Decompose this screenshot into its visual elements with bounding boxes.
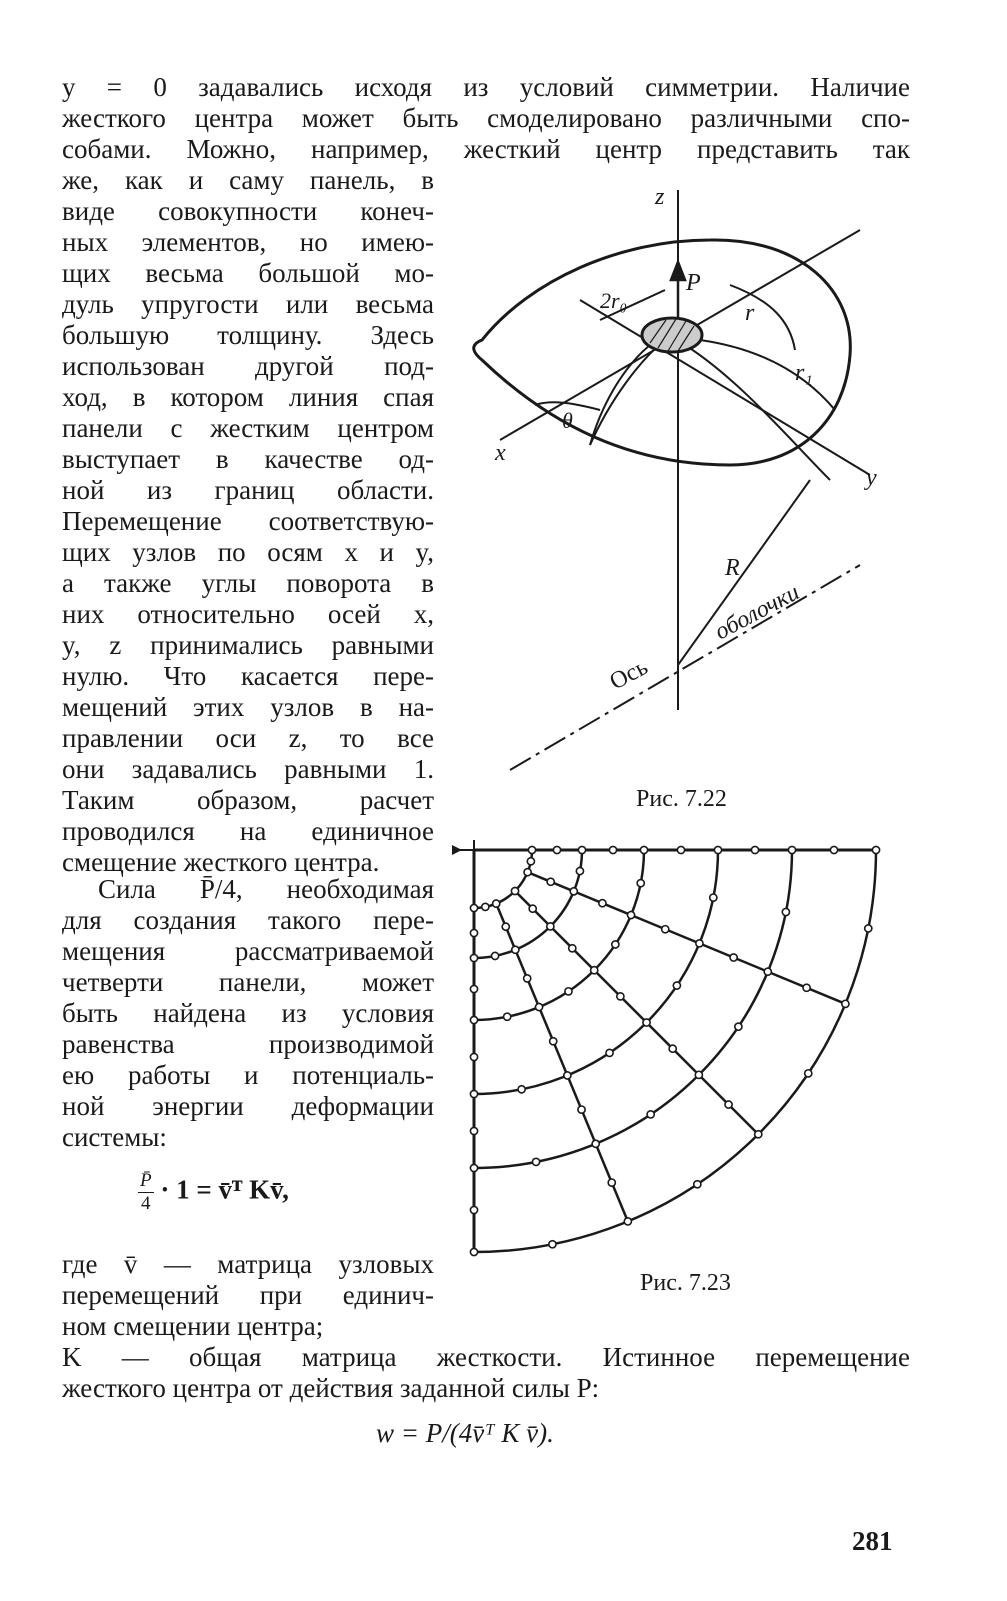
mesh-node bbox=[470, 1016, 477, 1023]
text-line: виде совокупности конеч- bbox=[62, 196, 434, 226]
text-line: жесткого центра может быть смоделировано различными спо- bbox=[62, 103, 910, 133]
fraction-numerator: P̄ bbox=[140, 1170, 152, 1191]
text-line: щих узлов по осям x и y, bbox=[62, 537, 434, 567]
label-theta: θ bbox=[562, 408, 573, 433]
mesh-node bbox=[482, 903, 489, 910]
mesh-node bbox=[606, 1049, 613, 1056]
mesh-node bbox=[751, 846, 758, 853]
text-line: большую толщину. Здесь bbox=[62, 320, 434, 350]
formula-rest: · 1 = v̄ᵀ Kv̄, bbox=[160, 1174, 289, 1205]
text-line: жесткого центра от действия заданной силы P: bbox=[62, 1373, 600, 1403]
mesh-node bbox=[549, 1241, 556, 1248]
text-line: дуль упругости или весьма bbox=[62, 289, 434, 319]
mesh-node bbox=[565, 988, 572, 995]
label-axis-2: оболочки bbox=[710, 579, 804, 646]
fraction-denominator: 4 bbox=[141, 1193, 151, 1214]
page-number: 281 bbox=[852, 1526, 893, 1556]
label-r: r bbox=[745, 300, 755, 326]
where-paragraph bbox=[62, 1249, 434, 1342]
force-arrow-head bbox=[671, 262, 685, 280]
label-2r0: 2r₀ bbox=[600, 288, 628, 313]
text-line: собами. Можно, например, жесткий центр представить так bbox=[62, 134, 910, 164]
mesh-node bbox=[569, 945, 576, 952]
mesh-node bbox=[470, 904, 477, 911]
mesh-node bbox=[578, 1106, 585, 1113]
text-line: проводился на единичное bbox=[62, 816, 434, 846]
mesh-node bbox=[725, 1101, 732, 1108]
meridian bbox=[590, 340, 665, 445]
mesh-node bbox=[470, 929, 477, 936]
load-marker-head bbox=[452, 845, 462, 855]
mesh-node bbox=[491, 952, 498, 959]
meridian bbox=[700, 340, 835, 410]
radius-line bbox=[678, 480, 810, 665]
text-line: Сила P̄/4, необходимая bbox=[98, 874, 434, 904]
text-line: мещений этих узлов в на- bbox=[62, 692, 434, 722]
label-R: R bbox=[725, 555, 740, 581]
mesh-node bbox=[782, 908, 789, 915]
mesh-node bbox=[470, 1127, 477, 1134]
mesh-node bbox=[524, 975, 531, 982]
mesh-node bbox=[511, 887, 518, 894]
mesh-node bbox=[502, 923, 509, 930]
mesh-node bbox=[564, 1072, 571, 1079]
opening-paragraph bbox=[62, 72, 910, 165]
mesh-node bbox=[842, 1000, 849, 1007]
mesh-node bbox=[647, 1111, 654, 1118]
mesh-node bbox=[547, 923, 554, 930]
text-line: выступает в качестве од- bbox=[62, 444, 434, 474]
text-line: быть найдена из условия bbox=[62, 998, 434, 1028]
text-line: а также углы поворота в bbox=[62, 568, 434, 598]
figure-7-22-caption: Рис. 7.22 bbox=[636, 786, 727, 812]
mesh-node bbox=[504, 1013, 511, 1020]
mesh-node bbox=[576, 867, 583, 874]
mesh-node bbox=[535, 1003, 542, 1010]
text-line: нулю. Что касается пере- bbox=[62, 661, 434, 691]
mesh-node bbox=[553, 846, 560, 853]
text-line: ных элементов, но имею- bbox=[62, 227, 434, 257]
mesh-node bbox=[591, 967, 598, 974]
column-paragraph bbox=[62, 165, 434, 878]
mesh-node bbox=[755, 1131, 762, 1138]
mesh-node bbox=[803, 984, 810, 991]
mesh-node bbox=[627, 911, 634, 918]
mesh-node bbox=[470, 1053, 477, 1060]
mesh-node bbox=[470, 1206, 477, 1213]
rigid-center bbox=[642, 318, 702, 352]
mesh-node bbox=[512, 946, 519, 953]
closing-paragraph bbox=[62, 1342, 910, 1404]
text-line: системы: bbox=[62, 1122, 167, 1152]
mesh-node bbox=[470, 1248, 477, 1255]
mesh-node bbox=[527, 858, 534, 865]
mesh-node bbox=[608, 1179, 615, 1186]
mesh-node bbox=[695, 1071, 702, 1078]
text-line: K — общая матрица жесткости. Истинное перемещение bbox=[62, 1342, 910, 1372]
text-line: ею работы и потенциаль- bbox=[62, 1060, 434, 1090]
text-line: Таким образом, расчет bbox=[62, 785, 434, 815]
mesh-node bbox=[493, 900, 500, 907]
mesh-node bbox=[805, 1070, 812, 1077]
mesh-node bbox=[617, 993, 624, 1000]
text-line: использован другой под- bbox=[62, 351, 434, 381]
figure-7-23 bbox=[448, 832, 888, 1264]
mesh-node bbox=[735, 1023, 742, 1030]
mesh-node bbox=[673, 982, 680, 989]
label-r1: r₁ bbox=[795, 360, 813, 386]
mesh-node bbox=[788, 846, 795, 853]
text-line: четверти панели, может bbox=[62, 967, 434, 997]
mesh-node bbox=[612, 941, 619, 948]
text-line: панели с жестким центром bbox=[62, 413, 434, 443]
shell-axis bbox=[510, 565, 860, 770]
figure-7-23-caption: Рис. 7.23 bbox=[640, 1270, 731, 1296]
text-line: ход, в котором линия спая bbox=[62, 382, 434, 412]
mesh-node bbox=[764, 968, 771, 975]
mesh-node bbox=[872, 846, 879, 853]
mesh-node bbox=[578, 846, 585, 853]
mesh-node bbox=[662, 926, 669, 933]
text-line: правлении оси z, то все bbox=[62, 723, 434, 753]
text-line: смещение жесткого центра. bbox=[62, 847, 380, 877]
text-line: мещения рассматриваемой bbox=[62, 936, 434, 966]
mesh-node bbox=[643, 1019, 650, 1026]
mesh-node bbox=[669, 1045, 676, 1052]
label-y: y bbox=[866, 465, 877, 491]
text-line: них относительно осей x, bbox=[62, 599, 434, 629]
text-line: ном смещении центра; bbox=[62, 1311, 324, 1341]
text-line: у = 0 задавались исходя из условий симметрии. Наличие bbox=[62, 72, 910, 102]
text-line: перемещений при единич- bbox=[62, 1280, 434, 1310]
mesh-node bbox=[624, 1218, 631, 1225]
mesh-node bbox=[637, 880, 644, 887]
mesh-node bbox=[696, 940, 703, 947]
mesh-node bbox=[470, 954, 477, 961]
mesh-node bbox=[640, 846, 647, 853]
fraction bbox=[138, 1170, 154, 1215]
meridian bbox=[590, 345, 650, 445]
mesh-node bbox=[677, 846, 684, 853]
mesh-node bbox=[524, 869, 531, 876]
mesh-node bbox=[570, 888, 577, 895]
mesh-node bbox=[730, 954, 737, 961]
mesh-node bbox=[609, 846, 616, 853]
text-line: для создания такого пере- bbox=[62, 905, 434, 935]
mesh-node bbox=[865, 925, 872, 932]
r-arc bbox=[730, 285, 795, 350]
mesh-node bbox=[592, 1140, 599, 1147]
mesh-node bbox=[528, 846, 535, 853]
figure-7-22 bbox=[440, 180, 890, 780]
mesh-node bbox=[518, 1086, 525, 1093]
mesh-node bbox=[470, 1164, 477, 1171]
label-x: x bbox=[495, 440, 506, 466]
work-energy-formula bbox=[138, 1170, 289, 1215]
label-axis-1: Ось bbox=[605, 654, 653, 696]
mesh-node bbox=[710, 894, 717, 901]
mesh-node bbox=[550, 1038, 557, 1045]
text-line: ной из границ области. bbox=[62, 475, 434, 505]
text-line: щих весьма большой мо- bbox=[62, 258, 434, 288]
mesh-node bbox=[532, 1158, 539, 1165]
text-line: же, как и саму панель, в bbox=[62, 165, 434, 195]
mesh-node bbox=[529, 905, 536, 912]
mesh-node bbox=[830, 846, 837, 853]
text-line: равенства производимой bbox=[62, 1029, 434, 1059]
mesh-node bbox=[599, 900, 606, 907]
mesh-node bbox=[547, 878, 554, 885]
text-line: ной энергии деформации bbox=[62, 1091, 434, 1121]
mesh-node bbox=[694, 1181, 701, 1188]
text-line: где v̄ — матрица узловых bbox=[62, 1249, 434, 1279]
text-line: они задавались равными 1. bbox=[62, 754, 434, 784]
mesh-node bbox=[470, 1090, 477, 1097]
force-paragraph bbox=[62, 874, 434, 1153]
label-z: z bbox=[655, 184, 665, 210]
displacement-formula: w = P/(4v̄ᵀ K v̄). bbox=[376, 1418, 554, 1448]
text-line: y, z принимались равными bbox=[62, 630, 434, 660]
text-line: Перемещение соответствую- bbox=[62, 506, 434, 536]
mesh-node bbox=[470, 985, 477, 992]
label-p: P bbox=[686, 270, 701, 296]
mesh-node bbox=[714, 846, 721, 853]
